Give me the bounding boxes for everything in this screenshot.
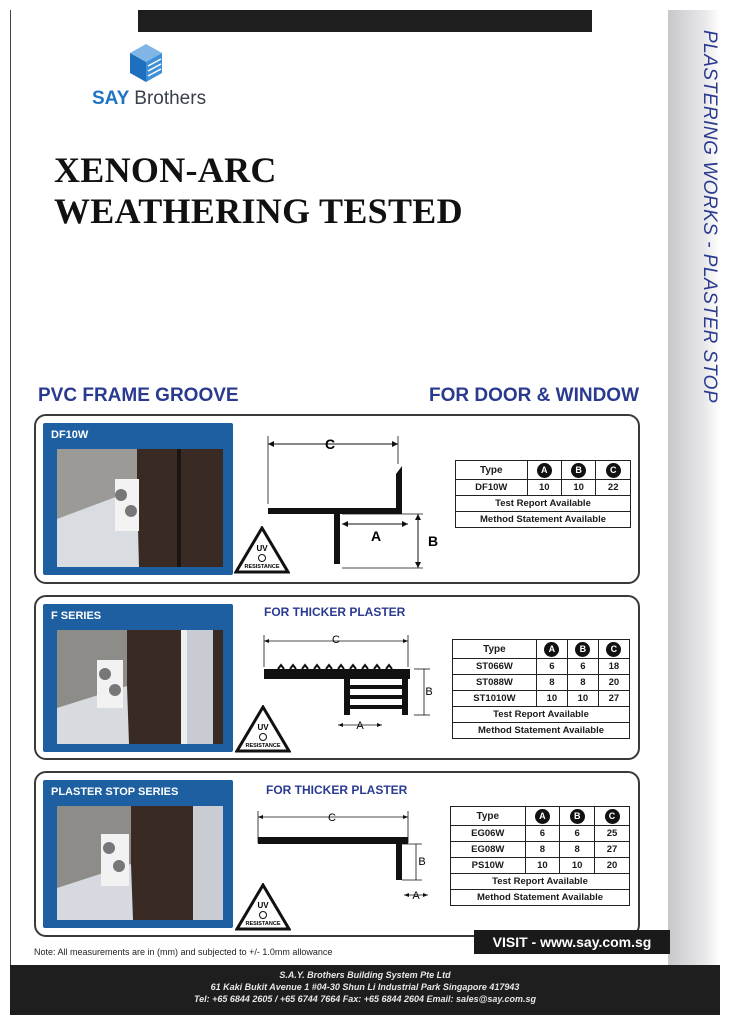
table-row: DF10W 10 10 22 (456, 480, 631, 496)
svg-text:UV: UV (256, 544, 268, 553)
spec-table (450, 806, 630, 906)
test-report-note: Test Report Available (456, 496, 631, 512)
method-statement-note: Method Statement Available (456, 512, 631, 528)
table-row: PS10W 10 10 20 (451, 858, 630, 874)
dim-c-label: C (324, 436, 336, 452)
method-statement-note: Method Statement Available (453, 723, 630, 739)
footer (10, 965, 720, 1015)
side-title: PLASTERING WORKS - PLASTER STOP (699, 30, 720, 404)
left-border-rule (10, 10, 11, 965)
svg-text:RESISTANCE: RESISTANCE (244, 564, 280, 570)
panel-subhead: FOR THICKER PLASTER (266, 783, 408, 797)
footer-address: 61 Kaki Bukit Avenue 1 #04-30 Shun Li Industrial Park Singapore 417943 (210, 982, 520, 992)
table-header-b: B (561, 461, 595, 480)
spec-table (455, 460, 631, 528)
method-statement-note: Method Statement Available (451, 890, 630, 906)
headline-line-2: WEATHERING TESTED (54, 191, 463, 231)
uv-resistance-icon (235, 883, 291, 933)
svg-text:C: C (328, 812, 336, 824)
svg-text:B: B (425, 686, 433, 698)
uv-resistance-icon (234, 526, 290, 576)
table-header-c: C (596, 461, 631, 480)
svg-text:A: A (412, 890, 420, 902)
table-header-b: B (560, 807, 595, 826)
table-header-type: Type (451, 807, 526, 826)
brand-brothers: Brothers (134, 88, 207, 109)
panel-label: PLASTER STOP SERIES (51, 786, 179, 798)
panel-label: F SERIES (51, 610, 102, 622)
table-header-type: Type (453, 640, 537, 659)
measurement-note: Note: All measurements are in (mm) and subjected to +/- 1.0mm allowance (34, 947, 333, 957)
table-header-a: A (536, 640, 567, 659)
visit-website-link[interactable]: VISIT - www.say.com.sg (474, 930, 670, 954)
footer-company: S.A.Y. Brothers Building System Pte Ltd (279, 970, 451, 980)
product-photo (43, 604, 233, 752)
brand-say: SAY (92, 88, 129, 109)
headline (54, 150, 463, 232)
installation-photo-icon (57, 449, 223, 567)
dim-b-label: B (427, 533, 439, 549)
table-header-type: Type (456, 461, 528, 480)
svg-text:A: A (356, 720, 364, 732)
product-photo (43, 780, 233, 928)
svg-text:RESISTANCE: RESISTANCE (245, 921, 281, 927)
test-report-note: Test Report Available (451, 874, 630, 890)
table-header-a: A (527, 461, 561, 480)
panel-label: DF10W (51, 429, 89, 441)
table-header-b: B (567, 640, 598, 659)
table-header-a: A (525, 807, 560, 826)
product-photo (43, 423, 233, 575)
section-title-right: FOR DOOR & WINDOW (428, 385, 639, 406)
top-black-bar (138, 10, 592, 32)
brand-name (92, 88, 206, 110)
dim-a-label: A (370, 528, 382, 544)
spec-table (452, 639, 630, 739)
installation-photo-icon (57, 630, 223, 744)
svg-text:UV: UV (257, 901, 269, 910)
table-row: ST088W 8 8 20 (453, 675, 630, 691)
svg-text:B: B (418, 856, 426, 868)
headline-line-1: XENON-ARC (54, 150, 277, 190)
table-row: ST1010W 10 10 27 (453, 691, 630, 707)
product-panel-plaster-stop (34, 771, 640, 937)
test-report-note: Test Report Available (453, 707, 630, 723)
svg-text:UV: UV (257, 723, 269, 732)
footer-contact: Tel: +65 6844 2605 / +65 6744 7664 Fax: +65 6844 2604 Email: sales@say.com.sg (193, 994, 537, 1004)
table-row: EG06W 6 6 25 (451, 826, 630, 842)
section-title-left: PVC FRAME GROOVE (38, 385, 239, 406)
table-header-c: C (598, 640, 629, 659)
installation-photo-icon (57, 806, 223, 920)
product-panel-df10w (34, 414, 640, 584)
table-row: EG08W 8 8 27 (451, 842, 630, 858)
svg-text:RESISTANCE: RESISTANCE (245, 743, 281, 749)
uv-resistance-icon (235, 705, 291, 755)
product-panel-f-series (34, 595, 640, 760)
table-row: ST066W 6 6 18 (453, 659, 630, 675)
svg-text:C: C (332, 634, 340, 646)
table-header-c: C (595, 807, 630, 826)
panel-subhead: FOR THICKER PLASTER (264, 605, 406, 619)
